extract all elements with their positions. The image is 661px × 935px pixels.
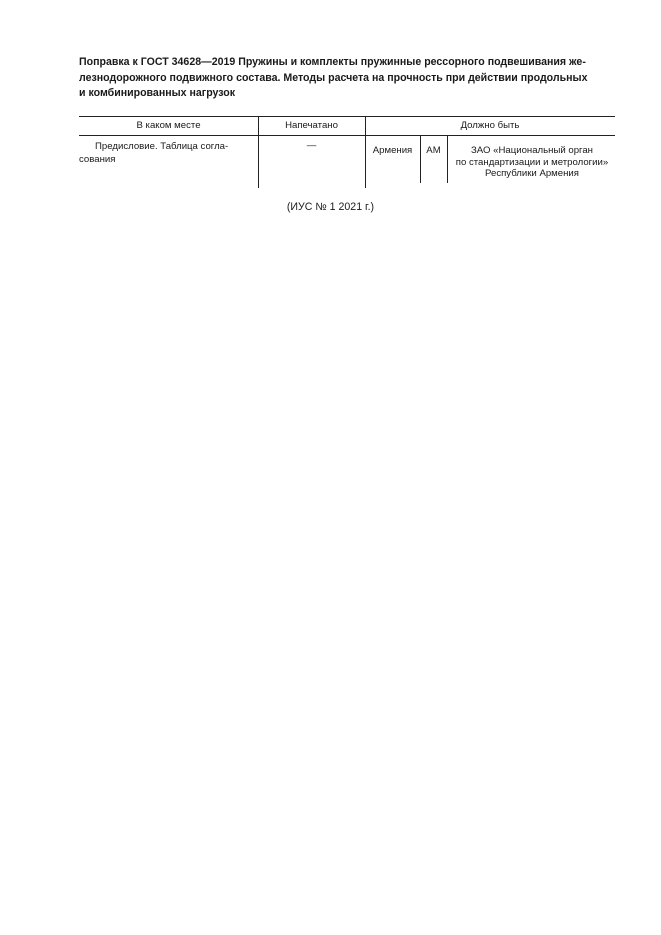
cell-country: Армения — [372, 145, 413, 156]
header-printed: Напечатано — [285, 120, 338, 131]
cell-where-line-1: Предисловие. Таблица согла- — [95, 141, 229, 152]
title-line-2: лезнодорожного подвижного состава. Методы расчета на прочность при действии продольных — [79, 71, 588, 84]
table-header-rule — [79, 135, 615, 136]
cell-org — [447, 145, 617, 180]
ius-reference: (ИУС № 1 2021 г.) — [286, 201, 375, 213]
title-line-3: и комбинированных нагрузок — [79, 87, 236, 99]
cell-org-line-3: Республики Армения — [485, 168, 579, 179]
cell-org-line-1: ЗАО «Национальный орган — [471, 145, 593, 156]
title-line-1: Поправка к ГОСТ 34628—2019 Пружины и комплекты пружинные рессорного подвешивания же- — [79, 56, 586, 68]
header-should-be: Должно быть — [460, 120, 520, 131]
cell-code: AM — [426, 145, 441, 156]
corrections-table — [79, 116, 615, 188]
column-divider-3 — [420, 135, 421, 183]
header-where: В каком месте — [136, 120, 201, 131]
cell-org-line-2: по стандартизации и метрологии» — [455, 156, 609, 168]
document-title — [79, 55, 617, 102]
cell-where-line-2: сования — [79, 154, 116, 165]
cell-printed: — — [306, 140, 317, 151]
table-top-rule — [79, 116, 615, 117]
cell-where — [79, 140, 255, 166]
